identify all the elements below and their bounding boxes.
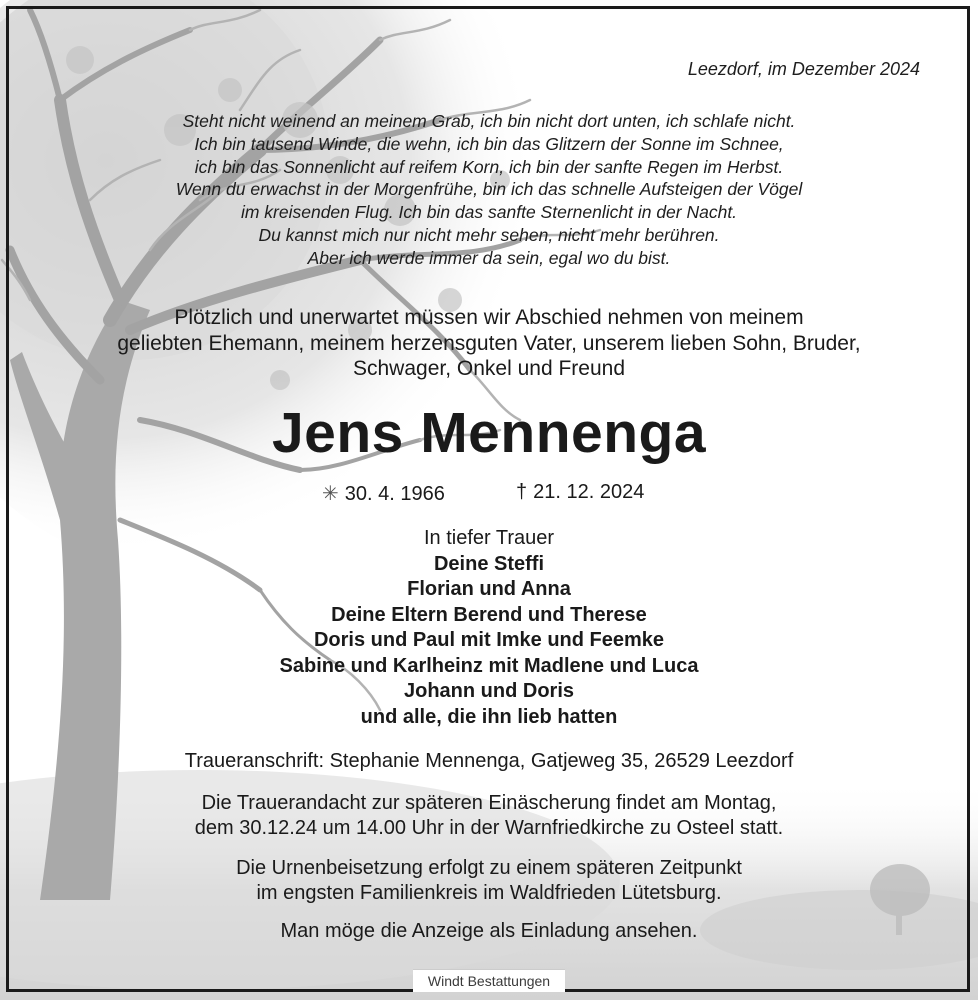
address-line: Traueranschrift: Stephanie Mennenga, Gatjeweg 35, 26529 Leezdorf	[184, 750, 794, 772]
mourner-name: Deine Steffi	[433, 552, 545, 575]
place-date: Leezdorf, im Dezember 2024	[687, 59, 920, 79]
intro-line: Schwager, Onkel und Freund	[353, 357, 625, 380]
mourner-name: Doris und Paul mit Imke und Feemke	[313, 629, 665, 651]
closing-note	[0, 919, 978, 944]
mourner-name: Deine Eltern Berend und Therese	[331, 603, 647, 626]
announcement-intro	[0, 305, 978, 382]
funeral-home-credit: Windt Bestattungen	[413, 969, 565, 992]
poem-line: Du kannst mich nur nicht mehr sehen, nicht mehr berühren.	[258, 224, 720, 245]
poem-line: ich bin das Sonnenlicht auf reifem Korn, ich bin der sanfte Regen im Herbst.	[194, 156, 784, 177]
death-date: 21. 12. 2024	[533, 481, 645, 503]
poem-line: Wenn du erwachst in der Morgenfrühe, bin ich das schnelle Aufsteigen der Vögel	[175, 179, 803, 200]
mourner-name: Sabine und Karlheinz mit Madlene und Luca	[279, 654, 699, 677]
mourners-list	[0, 526, 978, 730]
birth-star-icon: ✳	[322, 483, 339, 505]
service-notice	[0, 791, 978, 840]
mourners-heading: In tiefer Trauer	[423, 527, 555, 549]
death-cross-icon: †	[516, 481, 528, 503]
poem-line: Steht nicht weinend an meinem Grab, ich bin nicht dort unten, ich schlafe nicht.	[182, 111, 796, 131]
service-line: Die Trauerandacht zur späteren Einäscherung findet am Montag,	[201, 792, 777, 814]
mourner-name: und alle, die ihn lieb hatten	[360, 705, 618, 728]
poem	[0, 110, 978, 270]
deceased-name: Jens Mennenga	[271, 401, 707, 465]
service-line: dem 30.12.24 um 14.00 Uhr in der Warnfriedkirche zu Osteel statt.	[194, 816, 784, 839]
burial-line: im engsten Familienkreis im Waldfrieden Lütetsburg.	[256, 881, 722, 904]
intro-line: geliebten Ehemann, meinem herzensguten Vater, unserem lieben Sohn, Bruder,	[117, 331, 861, 355]
burial-line: Die Urnenbeisetzung erfolgt zu einem späteren Zeitpunkt	[236, 857, 742, 879]
closing-line: Man möge die Anzeige als Einladung ansehen.	[280, 920, 698, 942]
mourner-name: Johann und Doris	[404, 680, 574, 702]
mourning-address	[0, 749, 978, 774]
burial-notice	[0, 856, 978, 905]
birth-date-group	[322, 481, 445, 506]
intro-line: Plötzlich und unerwartet müssen wir Abschied nehmen von meinem	[174, 306, 804, 329]
poem-line: im kreisenden Flug. Ich bin das sanfte Sternenlicht in der Nacht.	[240, 202, 738, 223]
poem-line: Aber ich werde immer da sein, egal wo du bist.	[307, 247, 671, 268]
mourner-name: Florian und Anna	[407, 578, 571, 600]
death-date-group	[516, 481, 644, 504]
birth-date: 30. 4. 1966	[344, 483, 445, 505]
poem-line: Ich bin tausend Winde, die wehn, ich bin das Glitzern der Sonne im Schnee,	[194, 133, 784, 154]
